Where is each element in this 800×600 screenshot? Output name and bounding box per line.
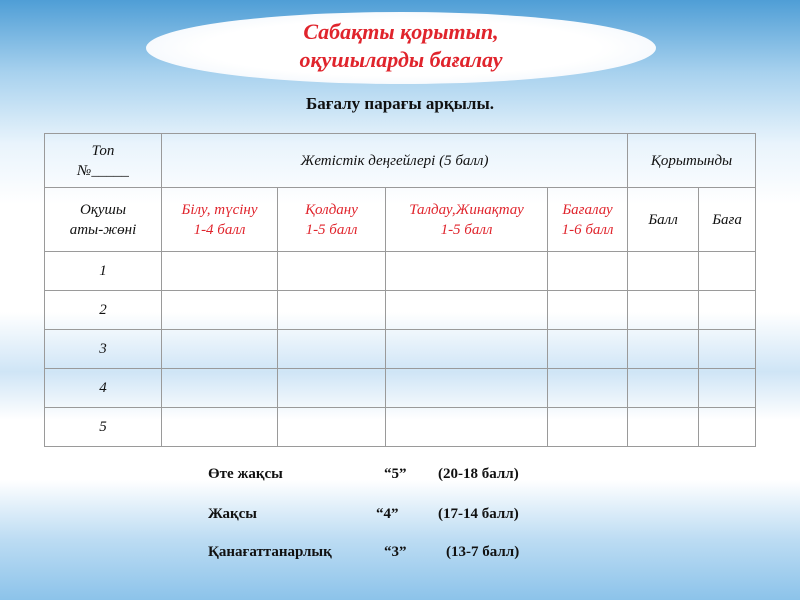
level-name: Білу, түсіну (181, 201, 258, 218)
table-row (45, 291, 756, 330)
legend-range: (20-18 балл) (438, 466, 519, 482)
score-cell[interactable] (278, 369, 386, 408)
score-cell[interactable] (548, 291, 628, 330)
total-cell[interactable] (628, 408, 699, 447)
score-cell[interactable] (162, 252, 278, 291)
score-cell[interactable] (386, 252, 548, 291)
legend-label: Жақсы (208, 506, 257, 522)
level-points: 1-5 балл (305, 221, 358, 238)
summary-header: Қорытынды (628, 134, 756, 188)
total-cell[interactable] (628, 369, 699, 408)
score-cell[interactable] (162, 369, 278, 408)
legend-grade: “4” (376, 506, 399, 522)
score-cell[interactable] (278, 291, 386, 330)
group-number-blank: №_____ (77, 162, 129, 179)
row-number: 4 (45, 369, 162, 408)
legend-grade: “3” (384, 544, 407, 560)
grade-cell[interactable] (699, 408, 756, 447)
level-points: 1-5 балл (440, 221, 493, 238)
total-cell[interactable] (628, 330, 699, 369)
level-header-application (278, 188, 386, 252)
level-name: Қолдану (305, 201, 358, 218)
score-cell[interactable] (278, 330, 386, 369)
slide-subtitle: Бағалу парағы арқылы. (306, 94, 494, 113)
level-name: Бағалау (562, 201, 613, 218)
total-cell[interactable] (628, 291, 699, 330)
row-number: 1 (45, 252, 162, 291)
level-header-knowledge (162, 188, 278, 252)
grade-cell[interactable] (699, 252, 756, 291)
score-cell[interactable] (386, 369, 548, 408)
row-number: 5 (45, 408, 162, 447)
level-points: 1-6 балл (561, 221, 614, 238)
student-label: Оқушы (80, 201, 126, 218)
score-cell[interactable] (386, 291, 548, 330)
assessment-table (44, 133, 756, 447)
group-header (45, 134, 162, 188)
legend-label: Қанағаттанарлық (208, 544, 332, 560)
score-cell[interactable] (162, 408, 278, 447)
student-header (45, 188, 162, 252)
slide-title (146, 18, 656, 74)
score-cell[interactable] (548, 369, 628, 408)
student-name-label: аты-жөні (69, 221, 137, 238)
grade-cell[interactable] (699, 330, 756, 369)
score-cell[interactable] (548, 330, 628, 369)
legend-range: (17-14 балл) (438, 506, 519, 522)
level-name: Талдау,Жинақтау (409, 201, 524, 218)
table-row (45, 252, 756, 291)
score-header: Балл (628, 188, 699, 252)
score-cell[interactable] (278, 252, 386, 291)
score-cell[interactable] (548, 408, 628, 447)
level-header-evaluation (548, 188, 628, 252)
score-cell[interactable] (386, 330, 548, 369)
legend-label: Өте жақсы (208, 466, 283, 482)
table-row (45, 330, 756, 369)
legend-grade: “5” (384, 466, 407, 482)
score-cell[interactable] (278, 408, 386, 447)
score-cell[interactable] (162, 291, 278, 330)
grade-cell[interactable] (699, 369, 756, 408)
table-row (45, 408, 756, 447)
title-line-2: оқушыларды бағалау (299, 47, 503, 72)
title-line-1: Сабақты қорытып, (303, 19, 499, 44)
total-cell[interactable] (628, 252, 699, 291)
table-row (45, 369, 756, 408)
row-number: 3 (45, 330, 162, 369)
score-cell[interactable] (386, 408, 548, 447)
score-cell[interactable] (548, 252, 628, 291)
grade-header: Баға (699, 188, 756, 252)
grade-cell[interactable] (699, 291, 756, 330)
level-points: 1-4 балл (193, 221, 246, 238)
levels-header: Жетістік деңгейлері (5 балл) (162, 134, 628, 188)
level-header-analysis (386, 188, 548, 252)
row-number: 2 (45, 291, 162, 330)
score-cell[interactable] (162, 330, 278, 369)
group-label: Топ (91, 142, 115, 159)
legend-range: (13-7 балл) (446, 544, 520, 560)
